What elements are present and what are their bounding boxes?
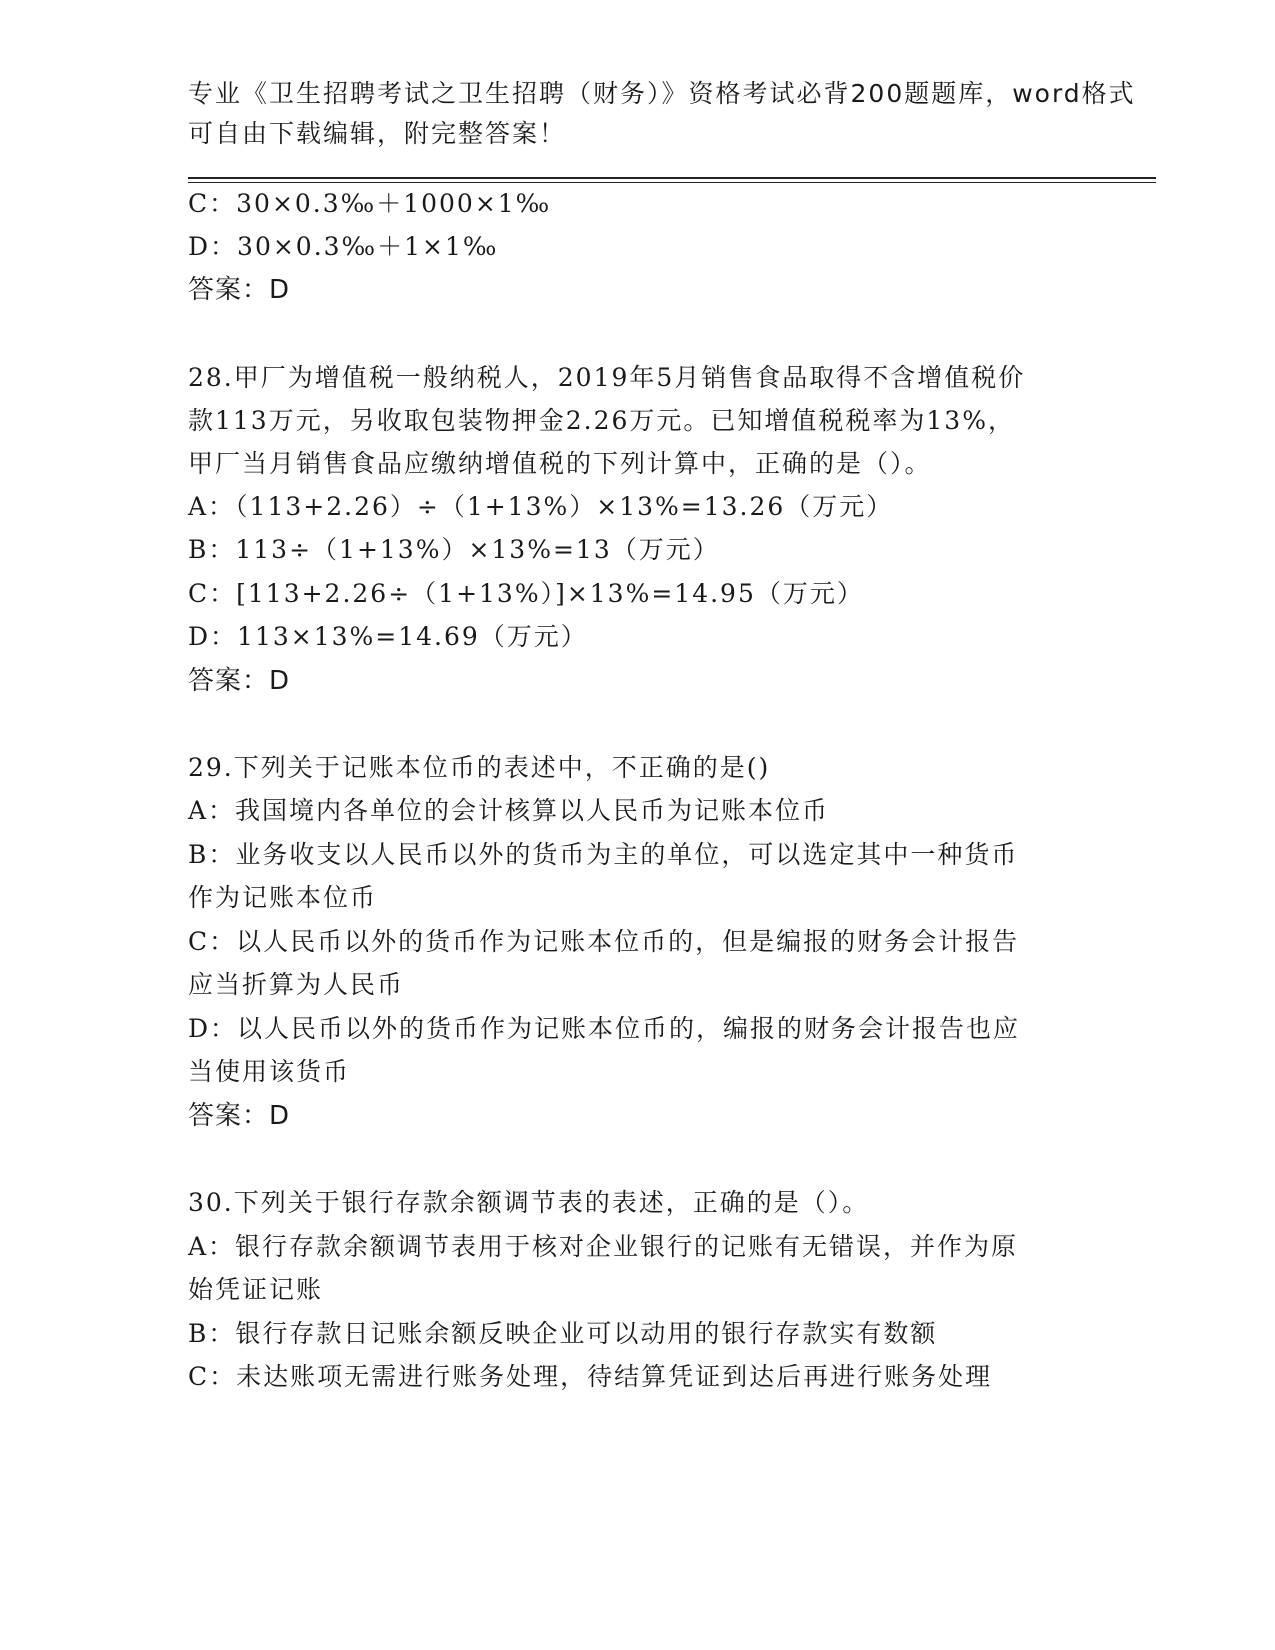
question-28-stem-line-1: 28.甲厂为增值税一般纳税人，2019年5月销售食品取得不含增值税价 [188,363,1026,392]
question-30-option-a: A：银行存款余额调节表用于核对企业银行的记账有无错误，并作为原 [188,1232,1019,1261]
header-line-1: 专业《卫生招聘考试之卫生招聘（财务）》资格考试必背200题题库，word格式 [188,79,1136,108]
option-d: D：30×0.3‰＋1×1‰ [188,232,499,261]
question-28-answer: 答案：D [188,666,291,696]
header-divider [188,177,1156,179]
question-30-stem: 30.下列关于银行存款余额调节表的表述，正确的是（）。 [188,1188,870,1217]
question-29-answer: 答案：D [188,1101,291,1131]
header-divider-thin [188,182,1156,183]
header-line-2: 可自由下载编辑，附完整答案！ [188,119,567,148]
option-c: C：30×0.3‰＋1000×1‰ [188,189,552,218]
question-29-option-d-cont: 当使用该货币 [188,1057,351,1086]
question-28-option-d: D：113×13%=14.69（万元） [188,622,588,651]
question-29-option-d: D：以人民币以外的货币作为记账本位币的，编报的财务会计报告也应 [188,1014,1021,1043]
question-28-stem-line-3: 甲厂当月销售食品应缴纳增值税的下列计算中，正确的是（）。 [188,449,932,478]
question-28-option-b: B：113÷（1+13%）×13%=13（万元） [188,535,720,564]
question-28-option-c: C：[113+2.26÷（1+13%）]×13%=14.95（万元） [188,579,864,608]
question-29-option-b: B：业务收支以人民币以外的货币为主的单位，可以选定其中一种货币 [188,840,1019,869]
question-30-option-c: C：未达账项无需进行账务处理，待结算凭证到达后再进行账务处理 [188,1362,993,1391]
question-28-option-a: A：（113+2.26）÷（1+13%）×13%=13.26（万元） [188,492,894,521]
question-29-stem: 29.下列关于记账本位币的表述中，不正确的是() [188,753,771,782]
question-29-option-c: C：以人民币以外的货币作为记账本位币的，但是编报的财务会计报告 [188,927,1020,956]
question-29-option-b-cont: 作为记账本位币 [188,883,378,912]
question-30-option-b: B：银行存款日记账余额反映企业可以动用的银行存款实有数额 [188,1319,938,1348]
answer-line: 答案：D [188,275,291,305]
question-30-option-a-cont: 始凭证记账 [188,1275,324,1304]
question-29-option-c-cont: 应当折算为人民币 [188,970,405,999]
question-29-option-a: A：我国境内各单位的会计核算以人民币为记账本位币 [188,796,830,825]
document-header [188,74,1136,154]
question-28-stem-line-2: 款113万元，另收取包装物押金2.26万元。已知增值税税率为13%， [188,406,1015,435]
